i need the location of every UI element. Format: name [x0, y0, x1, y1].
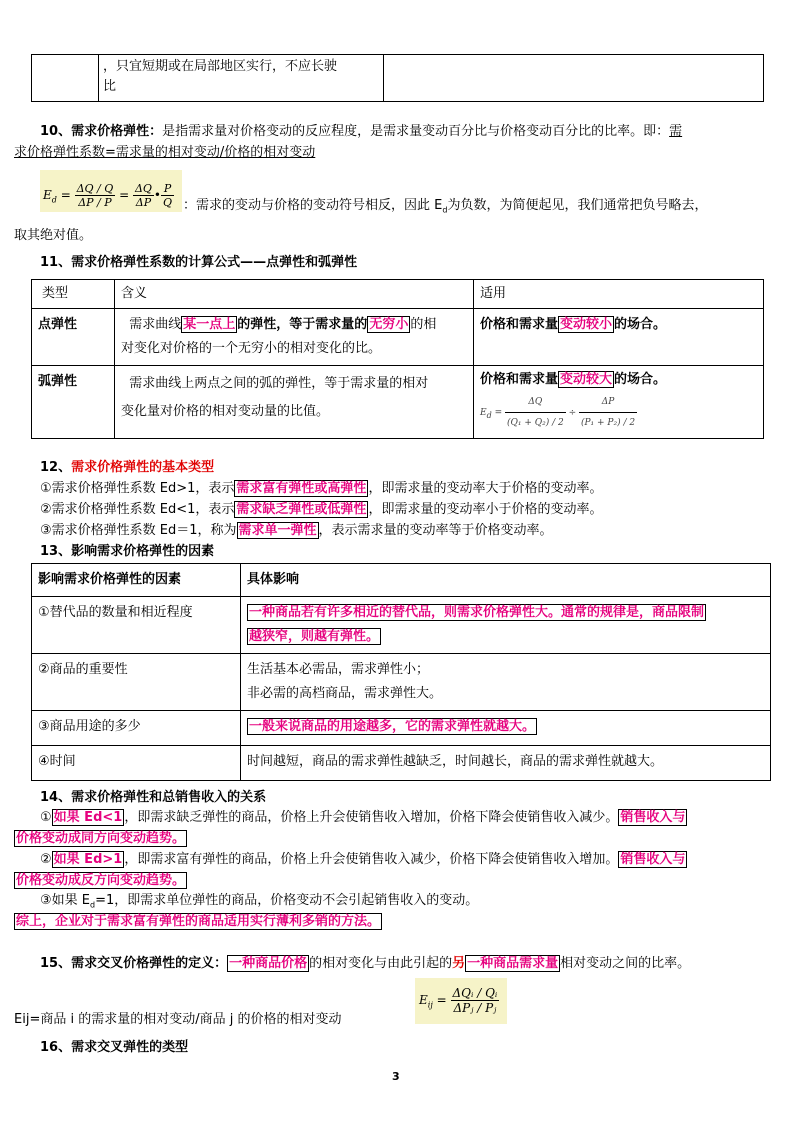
s12-l1a: ①需求价格弹性系数 Ed>1，表示	[40, 481, 235, 496]
s13-header-impact: 具体影响	[241, 564, 771, 597]
table-row	[32, 746, 771, 781]
s12-title	[40, 458, 214, 478]
s11-header-meaning: 含义	[115, 280, 474, 309]
s13-table	[31, 563, 771, 781]
s10-formula-frac3	[161, 182, 174, 209]
s14-p3-sub: d	[90, 900, 96, 910]
s13-row3-i1: 一般来说商品的用途越多，它的需求弹性就越大。	[249, 719, 536, 734]
s13-row2-factor: ②商品的重要性	[32, 654, 241, 711]
s14-p3-a: ③如果 E	[40, 893, 91, 908]
s10-f3-den: Q	[163, 196, 173, 209]
s12-l1b: ，即需求量的变动率大于价格的变动率。	[368, 481, 603, 496]
s10-line1	[40, 122, 682, 142]
s11-row1-meaning	[115, 309, 474, 366]
s13-header-factor: 影响需求价格弹性的因素	[32, 564, 241, 597]
s11-row1-ah: 变动较小	[560, 317, 613, 332]
s14-p1-h: 如果 Ed<1	[53, 810, 123, 825]
s13-row4-factor: ④时间	[32, 746, 241, 781]
s11-row1-applies	[474, 309, 764, 366]
s12-title-text: 需求价格弹性的基本类型	[71, 460, 215, 475]
s10-formula-frac1	[75, 182, 116, 209]
s13-row1-factor: ①替代品的数量和相近程度	[32, 597, 241, 654]
s10-line2	[14, 143, 315, 163]
top-table-empty-cell	[32, 55, 99, 102]
s12-title-num: 12、	[40, 460, 72, 475]
s15-title: 15、需求交叉价格弹性的定义：	[40, 956, 228, 971]
s10-def-word-b: 求价格弹性系数=需求量的相对变动/价格的相对变动	[14, 145, 316, 160]
s12-l1h: 需求富有弹性或高弹性	[236, 481, 367, 496]
s11-row2-applies	[474, 366, 764, 439]
s14-p1-h2b: 价格变动成同方向变动趋势。	[16, 831, 186, 846]
s14-p1-h2a: 销售收入与	[620, 810, 686, 825]
table-row	[32, 564, 771, 597]
s10-f2-num: ΔQ	[134, 182, 152, 195]
s11-arc-lhs-sub: d	[486, 410, 492, 420]
table-row	[32, 597, 771, 654]
s14-conclusion-text: 综上，企业对于需求富有弹性的商品适用实行薄利多销的方法。	[16, 914, 381, 929]
s15-t1: 的相对变化与由此引起的	[309, 956, 453, 971]
page-number: 3	[392, 1070, 400, 1083]
s11-row1-m2: 的弹性，等于需求量的	[237, 317, 368, 332]
s14-conclusion	[14, 912, 382, 932]
s15-formula-lhs-sub: ij	[427, 1000, 433, 1010]
s14-p2-cont	[14, 871, 187, 891]
s11-row2-meaning	[115, 366, 474, 439]
s10-formula-lhs-sub: d	[51, 195, 57, 205]
s11-row2-type: 弧弹性	[32, 366, 115, 439]
s10-note-sub: d	[442, 205, 448, 215]
s15-formula-den: ΔPⱼ / Pⱼ	[453, 1001, 497, 1015]
s14-p1-t: ，即需求缺乏弹性的商品，价格上升会使销售收入增加，价格下降会使销售收入减少。	[124, 810, 619, 825]
s10-f2-den: ΔP	[135, 196, 152, 209]
s11-row2-m1: 需求曲线上两点之间的弧的弹性，等于需求量的相对	[129, 376, 429, 391]
s16-title: 16、需求交叉弹性的类型	[40, 1040, 189, 1055]
s14-p2-h2a: 销售收入与	[620, 852, 686, 867]
s11-row2-ah: 变动较大	[560, 372, 613, 387]
s15-def: Eij=商品 i 的需求量的相对变动/商品 j 的价格的相对变动	[14, 1012, 342, 1027]
s15-formula-lhs: E	[419, 993, 428, 1007]
s14-title: 14、需求价格弹性和总销售收入的关系	[40, 790, 267, 805]
s13-row2-i2: 非必需的高档商品，需求弹性大。	[247, 686, 443, 701]
s12-l2	[40, 500, 602, 520]
s13-row1-i1: 一种商品若有许多相近的替代品，则需求价格弹性大。通常的规律是，商品限制	[249, 605, 705, 620]
s15-formula-num: ΔQᵢ / Qᵢ	[452, 986, 498, 1000]
s15-h1: 一种商品价格	[229, 956, 308, 971]
s14-p3-t: =1，即需求单位弹性的商品，价格变动不会引起销售收入的变动。	[95, 893, 479, 908]
s11-arc-lhs: E	[480, 408, 487, 418]
s11-row1-m4: 对变化对价格的一个无穷小的相对变化的比。	[121, 341, 382, 356]
s14-p2-h: 如果 Ed>1	[53, 852, 123, 867]
s15-formula-frac	[451, 986, 500, 1015]
s10-note-text: ：需求的变动与价格的变动符号相反，因此 E	[183, 198, 443, 213]
s10-f1-num: ΔQ / Q	[76, 182, 114, 195]
s11-arc-n2: ΔP	[579, 392, 637, 413]
top-table-text-2: 比	[103, 79, 117, 94]
s14-p2-h2b: 价格变动成反方向变动趋势。	[16, 873, 186, 888]
top-table-fragment	[31, 54, 764, 102]
s10-formula: $E_d$ = $\frac{\Delta Q / Q}{\Delta P / P}$ = $\frac{\Delta Q}{\Delta P}$ • $\frac{P}{Q}$	[40, 170, 182, 212]
s10-f1-den: ΔP / P	[78, 196, 112, 209]
s11-header-type: 类型	[32, 280, 115, 309]
s11-row1-m2h: 无穷小	[369, 317, 409, 332]
table-row	[32, 280, 764, 309]
s14-p2-mark: ②	[40, 852, 52, 867]
s15-formula: $E_{ij}$ = $\frac{\text{ΔQᵢ / Qᵢ}}{\text{ΔPⱼ / Pⱼ}}$	[415, 978, 507, 1024]
s14-p1-cont	[14, 829, 187, 849]
s12-l3	[40, 521, 553, 541]
s10-formula-lhs: E	[43, 188, 52, 202]
s13-row3-factor: ③商品用途的多少	[32, 711, 241, 746]
s14-p1	[40, 808, 687, 828]
s11-arc-frac1	[505, 392, 566, 433]
s11-arc-d1: (Q₁ + Q₂) / 2	[506, 418, 564, 428]
s12-l2a: ②需求价格弹性系数 Ed<1，表示	[40, 502, 235, 517]
top-table-text-cell	[99, 55, 384, 102]
s11-row2-m4: 变化量对价格的相对变动量的比值。	[121, 404, 330, 419]
s13-title: 13、影响需求价格弹性的因素	[40, 544, 215, 559]
s10-def: 是指需求量对价格变动的反应程度，是需求量变动百分比与价格变动百分比的比率。即：	[162, 124, 670, 139]
s14-p2	[40, 850, 687, 870]
s10-f3-num: P	[161, 182, 174, 196]
s12-l3a: ③需求价格弹性系数 Ed＝1，称为	[40, 523, 237, 538]
s10-note	[183, 196, 707, 221]
s14-p2-t: ，即需求富有弹性的商品，价格上升会使销售收入减少，价格下降会使销售收入增加。	[124, 852, 619, 867]
s12-l2b: ，即需求量的变动率小于价格的变动率。	[368, 502, 603, 517]
top-table-empty-cell-2	[384, 55, 764, 102]
top-table-text-1: ，只宜短期或在局部地区实行，不应长驶	[103, 59, 338, 74]
s10-formula-frac2	[133, 182, 154, 209]
s15-t2: 相对变动之间的比率。	[560, 956, 691, 971]
s11-arc-n1: ΔQ	[505, 392, 566, 413]
s11-row1-a2: 的场合。	[614, 317, 667, 332]
s12-l3h: 需求单一弹性	[238, 523, 317, 538]
s11-arc-frac2	[579, 392, 637, 433]
s12-l3b: ，表示需求量的变动率等于价格变动率。	[318, 523, 553, 538]
table-row	[32, 309, 764, 366]
s12-l2h: 需求缺乏弹性或低弹性	[236, 502, 367, 517]
s12-l1	[40, 479, 602, 499]
s10-title: 10、需求价格弹性：	[40, 124, 163, 139]
s11-row2-a2: 的场合。	[614, 372, 667, 387]
s10-note3: 取其绝对值。	[14, 228, 93, 243]
s11-table	[31, 279, 764, 439]
table-row	[32, 711, 771, 746]
s15-line	[40, 954, 690, 974]
s11-header-applies: 适用	[474, 280, 764, 309]
s11-arc-d2: (P₁ + P₂) / 2	[580, 418, 636, 428]
s11-row1-a1: 价格和需求量	[480, 317, 559, 332]
s11-arc-formula: Ed = $\frac{\Delta Q}{\text{(Q₁ + Q₂) / 2}}$ ÷ $\frac{\Delta P}{\text{(P₁ + P₂) / 2}}$	[480, 392, 757, 433]
s13-row1-impact	[241, 597, 771, 654]
s14-p1-mark: ①	[40, 810, 52, 825]
s11-row1-m1: 需求曲线	[129, 317, 182, 332]
s11-row1-m3: 的相	[410, 317, 437, 332]
s11-row2-a1: 价格和需求量	[480, 372, 559, 387]
s13-row2-impact	[241, 654, 771, 711]
s15-h2: 一种商品需求量	[467, 956, 559, 971]
s13-row3-impact	[241, 711, 771, 746]
s15-r1: 另	[452, 956, 466, 971]
table-row	[32, 654, 771, 711]
table-row	[32, 366, 764, 439]
s10-def-word-a: 需	[669, 124, 683, 139]
s13-row1-i2: 越狭窄，则越有弹性。	[249, 629, 380, 644]
s11-row1-type: 点弹性	[32, 309, 115, 366]
s11-row1-m1h: 某一点上	[183, 317, 236, 332]
s13-row2-i1: 生活基本必需品，需求弹性小；	[247, 662, 430, 677]
s13-row4-impact: 时间越短，商品的需求弹性越缺乏，时间越长，商品的需求弹性就越大。	[241, 746, 771, 781]
s10-note-text2: 为负数，为简便起见，我们通常把负号略去，	[447, 198, 708, 213]
s11-title: 11、需求价格弹性系数的计算公式——点弹性和弧弹性	[40, 255, 358, 270]
